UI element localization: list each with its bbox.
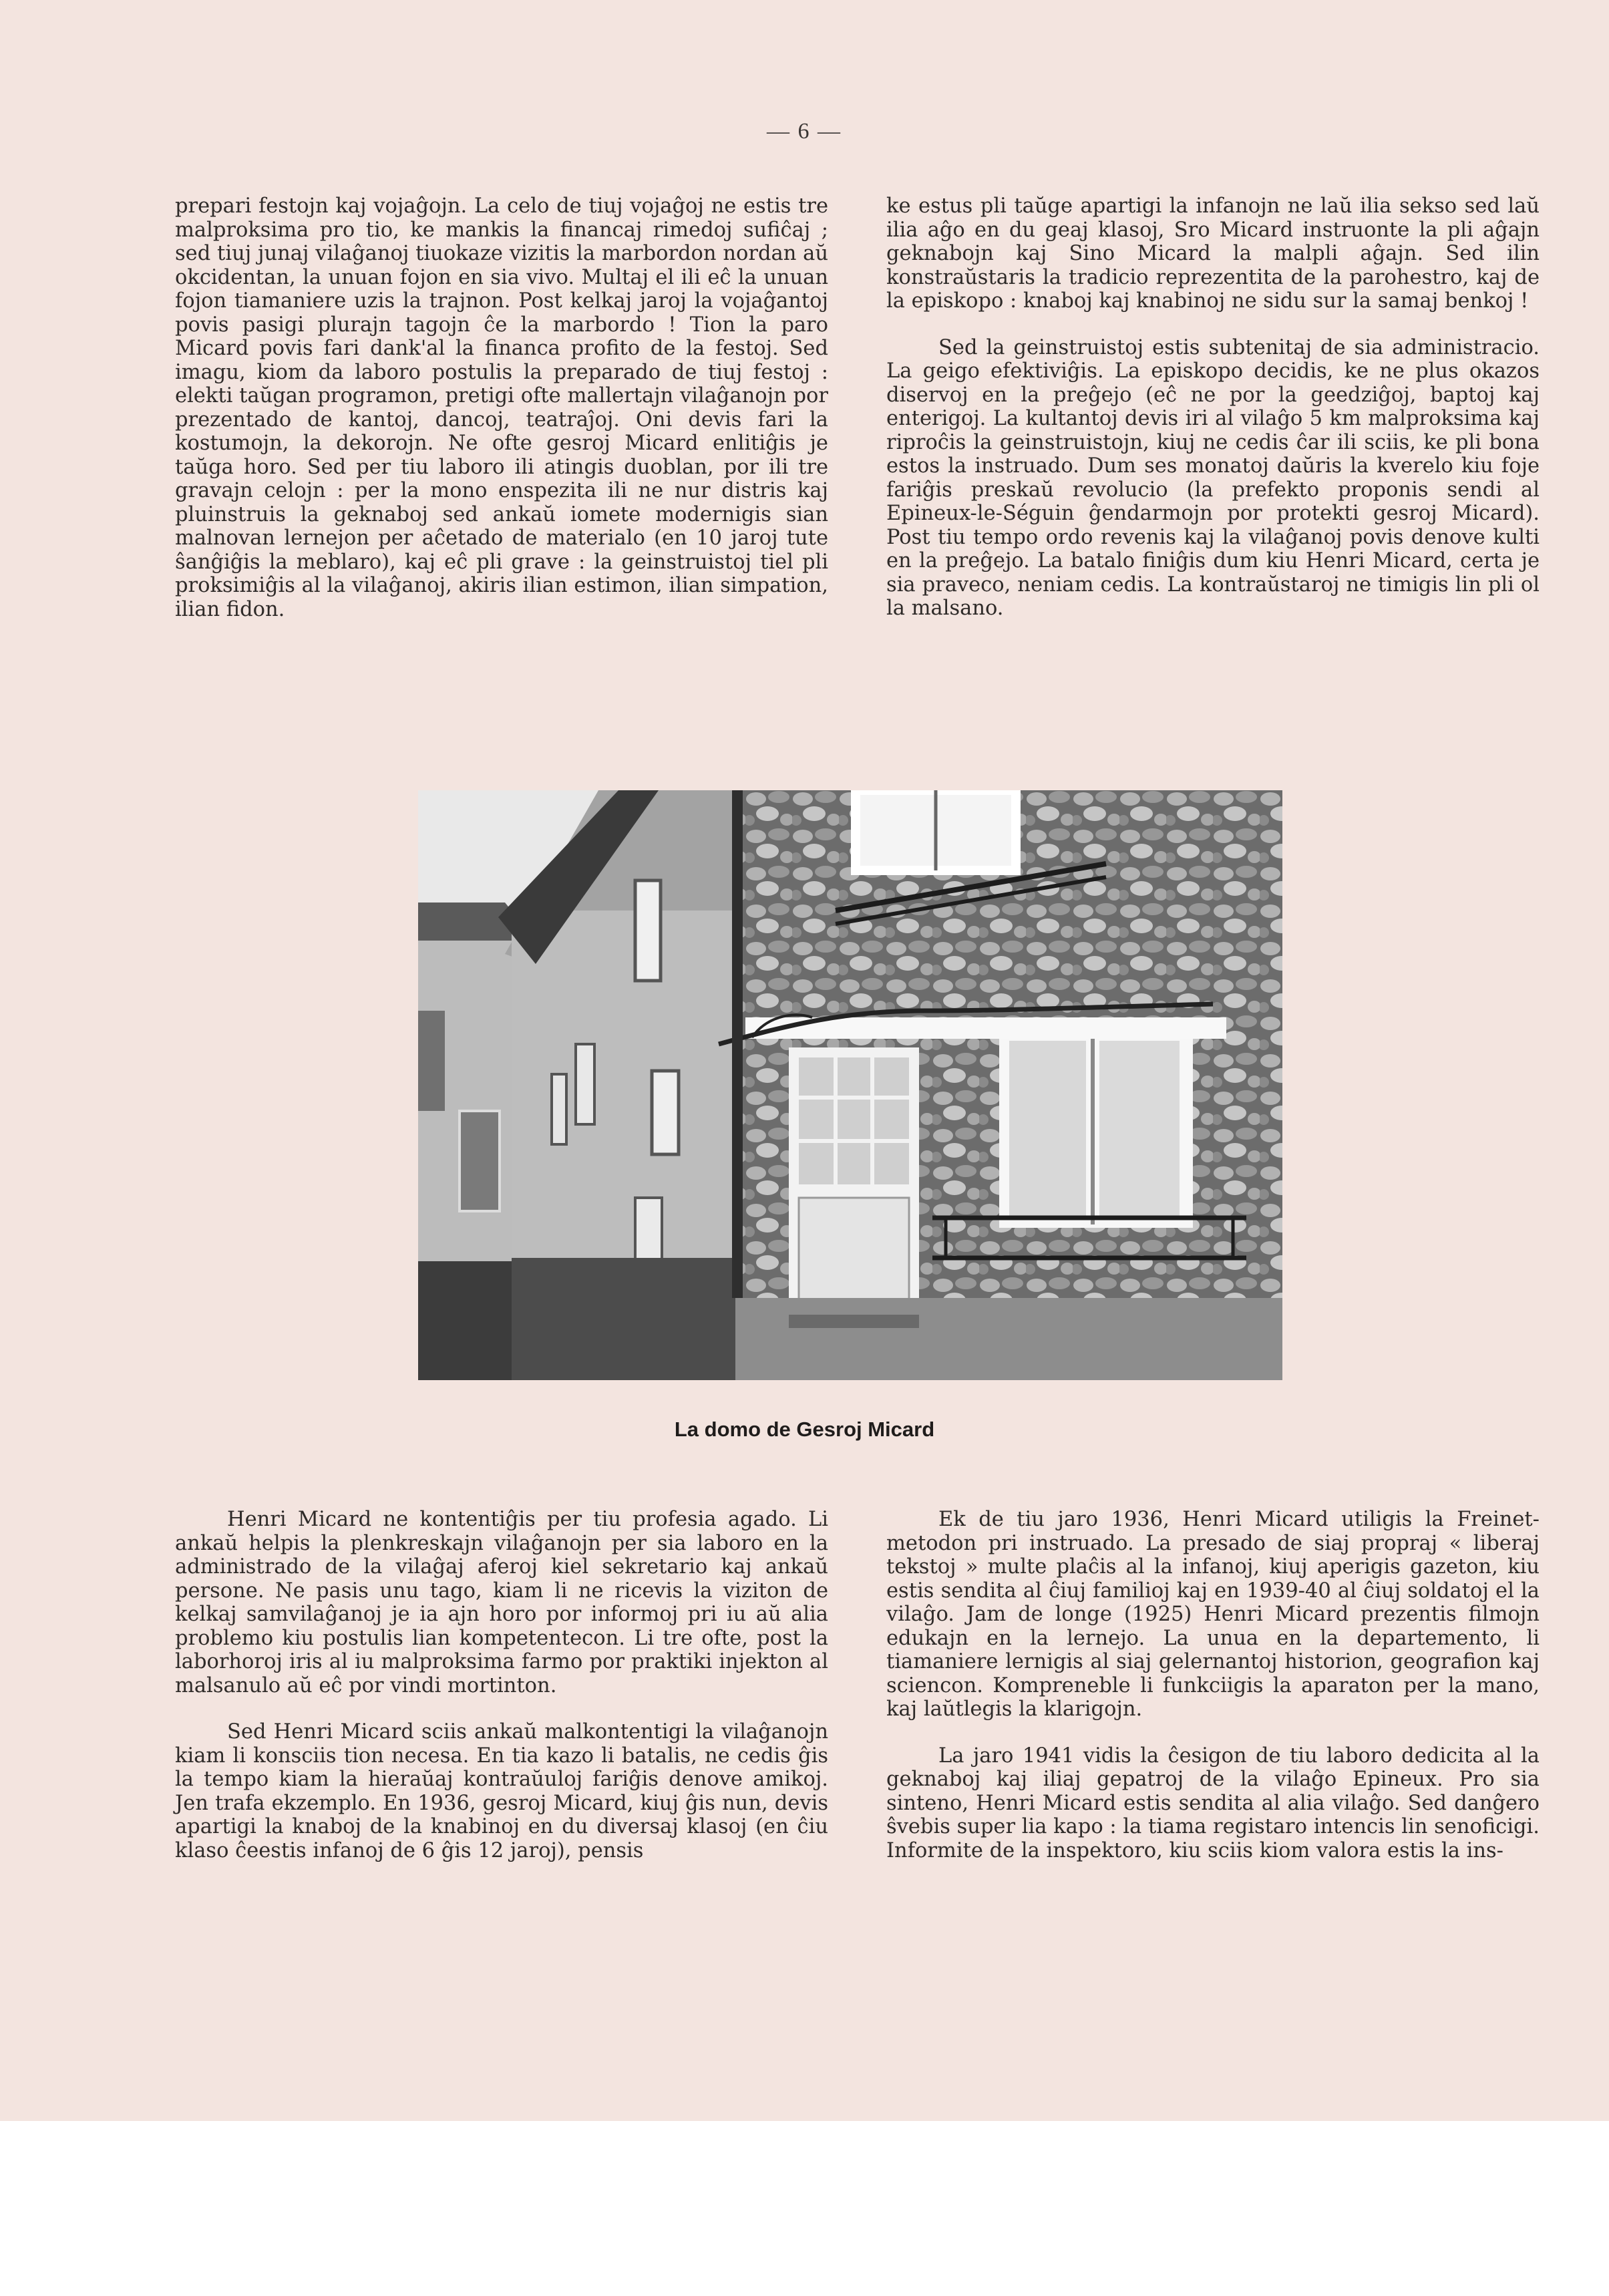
column-top-left	[175, 194, 828, 621]
column-bottom-left	[175, 1508, 828, 1862]
paragraph: Henri Micard ne kontentiĝis per tiu profesia agado. Li ankaŭ helpis la plenkreskajn vilaĝanojn per sia laboro en la administrado de la vilaĝaj aferoj kiel sekretario kaj ankaŭ persone. Ne pasis unu tago, kiam li ne ricevis la viziton de kelkaj samvilaĝanoj je ia ajn horo por informoj pri iu aŭ alia problemo kiu postulis lian kompetentecon. Li tre ofte, post la laborhoroj iris al iu malproksima farmo por praktiki injekton al malsanulo aŭ eĉ por vindi mortinton.	[175, 1508, 828, 1697]
paragraph: Sed Henri Micard sciis ankaŭ malkontentigi la vilaĝanojn kiam li konsciis tion necesa. En tia kazo li batalis, ne cedis ĝis la tempo kiam la hieraŭaj kontraŭuloj fariĝis denove amikoj. Jen trafa ekzemplo. En 1936, gesroj Micard, kiuj ĝis nun, devis apartigi la knaboj de la knabinoj en du diversaj klasoj (en ĉiu klaso ĉeestis infanoj de 6 ĝis 12 jaroj), pensis	[175, 1720, 828, 1862]
column-top-right	[886, 194, 1540, 621]
paragraph: Sed la geinstruistoj estis subtenitaj de sia administracio. La geigo efektiviĝis. La episkopo decidis, ke ne plus okazos diservoj en la preĝejo (eĉ ne por la geedziĝoj, baptoj kaj enterigoj. La kultantoj devis iri al vilaĝo 5 km malproksima kaj riproĉis la geinstruistojn, kiuj ne cedis ĉar ili sciis, ke pli bona estos la instruado. Dum ses monatoj daŭris la kverelo kiu foje fariĝis preskaŭ revolucio (la prefekto proponis sendi al Epineux-le-Séguin ĝendarmojn por protekti gesroj Micard). Post tiu tempo ordo revenis kaj la vilaĝanoj povis denove kulti en la preĝejo. La batalo finiĝis dum kiu Henri Micard, certa je sia praveco, neniam cedis. La kontraŭstaroj ne timigis lin pli ol la malsano.	[886, 335, 1540, 620]
paragraph: ke estus pli taŭge apartigi la infanojn ne laŭ ilia sekso sed laŭ ilia aĝo en du geaj klasoj, Sro Micard instruonte la pli aĝajn geknabojn kaj Sino Micard la malpli aĝajn. Sed ilin konstraŭstaris la tradicio reprezentita de la parohestro, kaj de la episkopo : knaboj kaj knabinoj ne sidu sur la samaj benkoj !	[886, 194, 1540, 313]
paragraph: prepari festojn kaj vojaĝojn. La celo de tiuj vojaĝoj ne estis tre malproksima pro tio, ke mankis la financaj rimedoj sufiĉaj ; sed tiuj junaj vilaĝanoj tiuokaze vizitis la marbordon nordan aŭ okcidentan, la unuan fojon en sia vivo. Multaj el ili eĉ la unuan fojon tiamaniere uzis la trajnon. Post kelkaj jaroj la vojaĝantoj povis pasigi plurajn tagojn ĉe la marbordo ! Tion la paro Micard povis fari dank'al la financa profito de la festoj. Sed imagu, kiom da laboro postulis la preparado de tiuj festoj : elekti taŭgan programon, pretigi ofte mallertajn vilaĝanojn por prezentado de kantoj, dancoj, teatraĵoj. Oni devis fari la kostumojn, la dekorojn. Ne ofte gesroj Micard enlitiĝis je taŭga horo. Sed per tiu laboro ili atingis duoblan, por ili tre gravajn celojn : per la mono enspezita ili ne nur distris kaj pluinstruis la geknaboj sed ankaŭ iomete modernigis sian malnovan lernejon per aĉetado de materialo (en 10 jaroj tute ŝanĝiĝis la meblaro), kaj eĉ pli grave : la geinstruistoj tiel pli proksimiĝis al la vilaĝanoj, akiris ilian estimon, ilian simpation, ilian fidon.	[175, 194, 828, 621]
paragraph: Ek de tiu jaro 1936, Henri Micard utiligis la Freinet-metodon pri instruado. La presado de siaj propraj « liberaj tekstoj » multe plaĉis al la infanoj, kiuj aperigis gazeton, kiu estis sendita al ĉiuj familioj kaj en 1939-40 al ĉiuj soldatoj el la vilaĝo. Jam de longe (1925) Henri Micard prezentis filmojn edukajn en la lernejo. La unua en la departemento, li tiamaniere lernigis al siaj gelernantoj historion, geografion kaj sciencon. Kompreneble li funkciigis la aparaton per la mano, kaj laŭtlegis la klarigojn.	[886, 1508, 1540, 1721]
house-photo	[418, 790, 1282, 1380]
paragraph: La jaro 1941 vidis la ĉesigon de tiu laboro dedicita al la geknaboj kaj iliaj gepatroj de la vilaĝo Epineux. Pro sia sinteno, Henri Micard estis sendita al alia vilaĝo. Sed danĝero ŝvebis super lia kapo : la tiama registaro intencis lin senoficigi. Informite de la inspektoro, kiu sciis kiom valora estis la ins-	[886, 1744, 1540, 1862]
photo-caption: La domo de Gesroj Micard	[674, 1418, 935, 1441]
page-number: — 6 —	[767, 119, 842, 144]
column-bottom-right	[886, 1508, 1540, 1862]
